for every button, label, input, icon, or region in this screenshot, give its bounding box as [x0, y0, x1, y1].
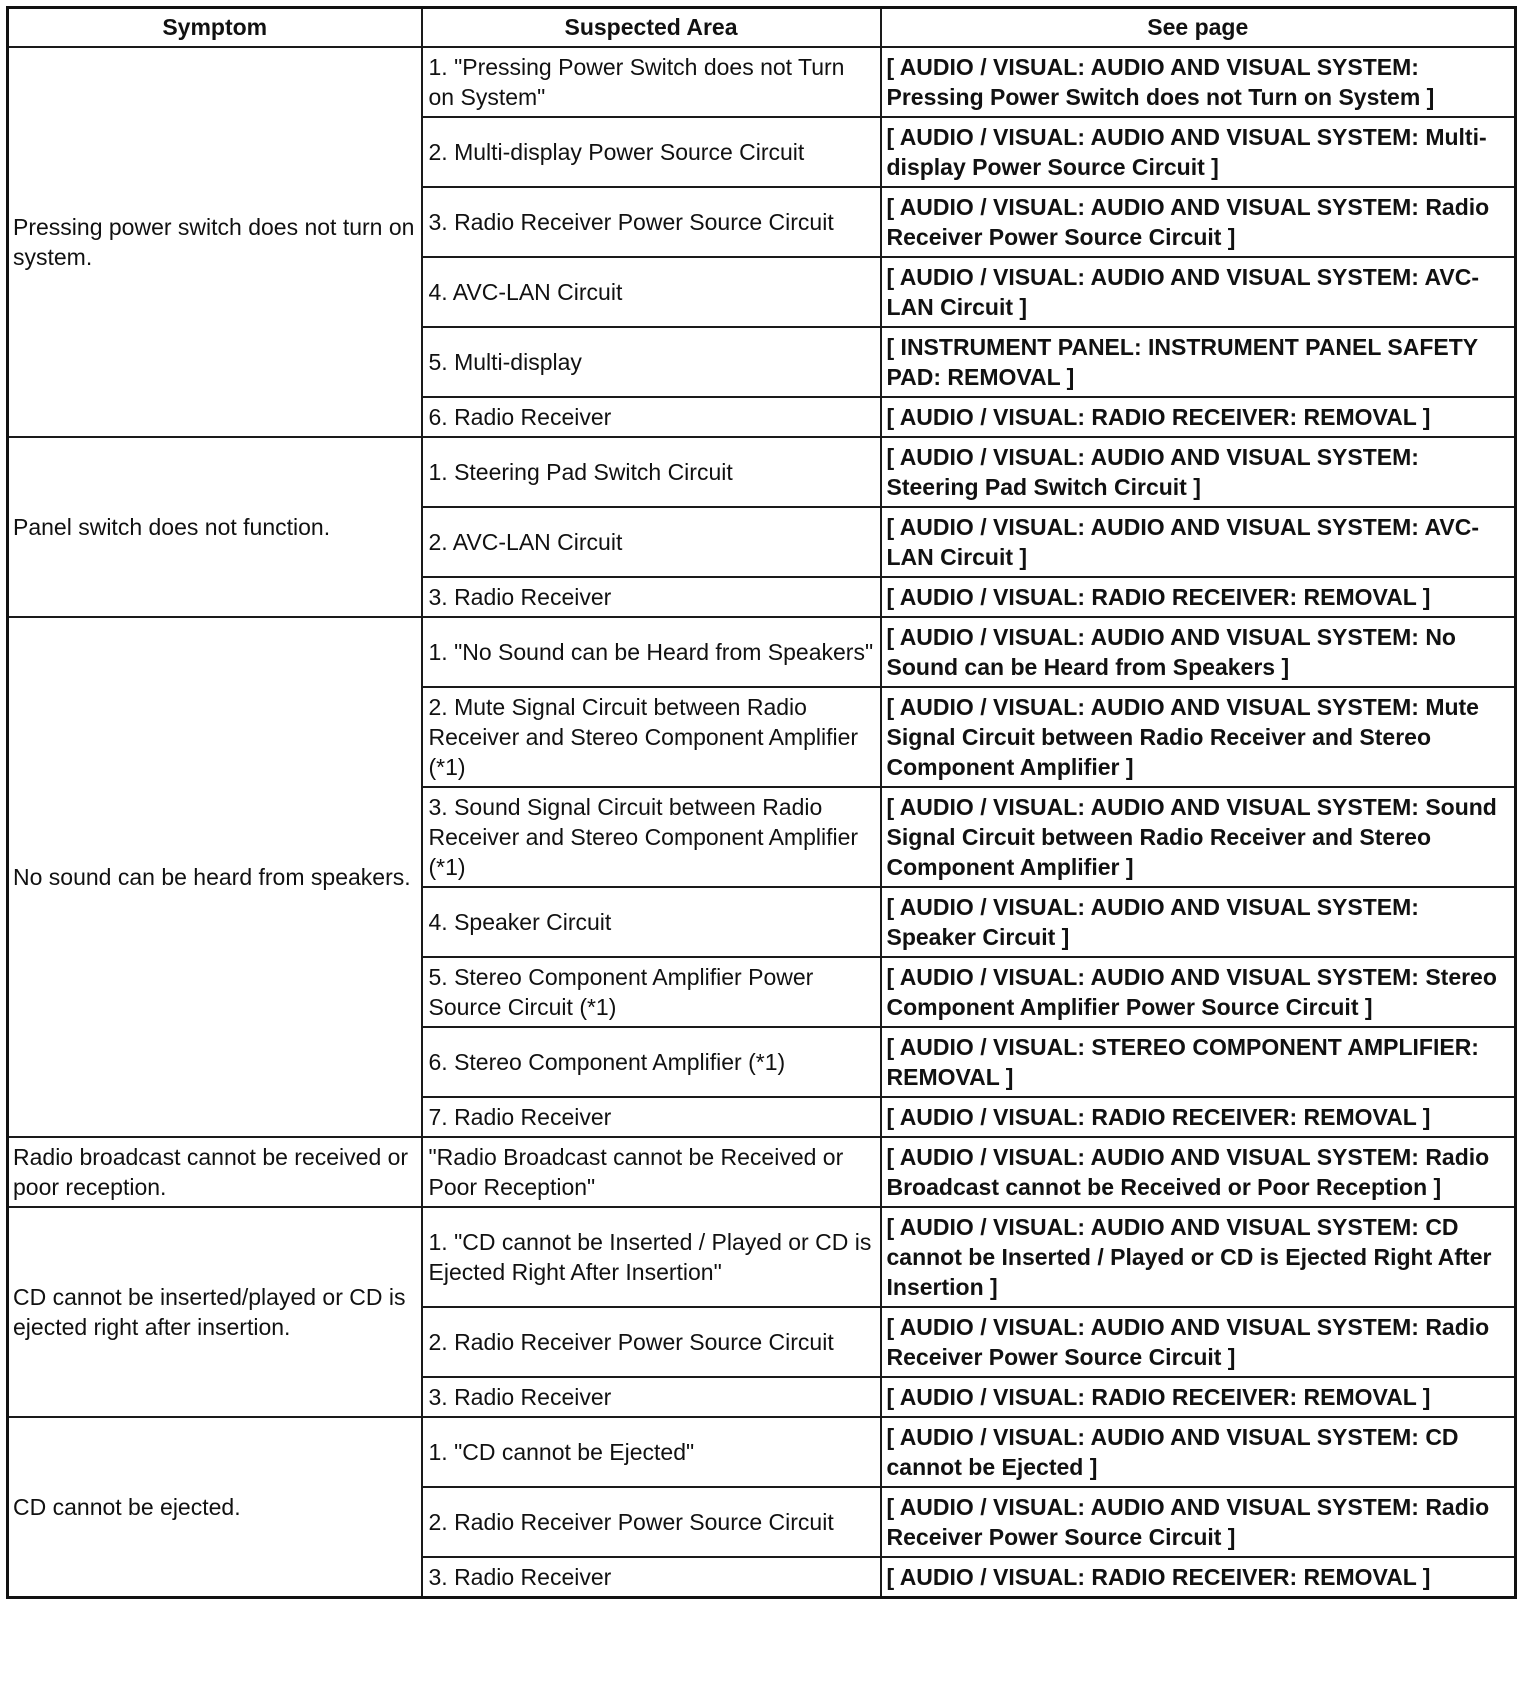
see-page-reference-link[interactable]: [ AUDIO / VISUAL: RADIO RECEIVER: REMOVAL ] [881, 397, 1516, 437]
suspected-area-cell: 2. Multi-display Power Source Circuit [422, 117, 881, 187]
table-row [8, 1417, 1516, 1487]
suspected-area-cell: 1. "No Sound can be Heard from Speakers" [422, 617, 881, 687]
suspected-area-cell: 1. "CD cannot be Inserted / Played or CD is Ejected Right After Insertion" [422, 1207, 881, 1307]
see-page-reference-link[interactable]: [ AUDIO / VISUAL: RADIO RECEIVER: REMOVAL ] [881, 1377, 1516, 1417]
header-see-page: See page [881, 8, 1516, 48]
header-suspected-area: Suspected Area [422, 8, 881, 48]
see-page-reference-link[interactable]: [ AUDIO / VISUAL: RADIO RECEIVER: REMOVAL ] [881, 1097, 1516, 1137]
see-page-reference-link[interactable]: [ AUDIO / VISUAL: AUDIO AND VISUAL SYSTEM: Pressing Power Switch does not Turn on System ] [881, 47, 1516, 117]
header-symptom: Symptom [8, 8, 422, 48]
suspected-area-cell: 4. Speaker Circuit [422, 887, 881, 957]
table-row [8, 1137, 1516, 1207]
suspected-area-cell: 3. Radio Receiver [422, 577, 881, 617]
see-page-reference-link[interactable]: [ AUDIO / VISUAL: AUDIO AND VISUAL SYSTEM: Multi-display Power Source Circuit ] [881, 117, 1516, 187]
table-row [8, 437, 1516, 507]
see-page-reference-link[interactable]: [ AUDIO / VISUAL: AUDIO AND VISUAL SYSTEM: Mute Signal Circuit between Radio Receiver and Stereo Component Amplifier ] [881, 687, 1516, 787]
suspected-area-cell: 2. AVC-LAN Circuit [422, 507, 881, 577]
symptom-cell: CD cannot be inserted/played or CD is ejected right after insertion. [8, 1207, 422, 1417]
suspected-area-cell: 1. "Pressing Power Switch does not Turn on System" [422, 47, 881, 117]
suspected-area-cell: 1. "CD cannot be Ejected" [422, 1417, 881, 1487]
see-page-reference-link[interactable]: [ AUDIO / VISUAL: AUDIO AND VISUAL SYSTEM: Stereo Component Amplifier Power Source Circuit ] [881, 957, 1516, 1027]
symptom-cell: Pressing power switch does not turn on system. [8, 47, 422, 437]
symptom-cell: CD cannot be ejected. [8, 1417, 422, 1598]
see-page-reference-link[interactable]: [ AUDIO / VISUAL: STEREO COMPONENT AMPLIFIER: REMOVAL ] [881, 1027, 1516, 1097]
symptom-cell: Radio broadcast cannot be received or poor reception. [8, 1137, 422, 1207]
table-row [8, 47, 1516, 117]
suspected-area-cell: 3. Radio Receiver Power Source Circuit [422, 187, 881, 257]
suspected-area-cell: 2. Mute Signal Circuit between Radio Receiver and Stereo Component Amplifier (*1) [422, 687, 881, 787]
suspected-area-cell: 3. Radio Receiver [422, 1377, 881, 1417]
see-page-reference-link[interactable]: [ AUDIO / VISUAL: AUDIO AND VISUAL SYSTEM: No Sound can be Heard from Speakers ] [881, 617, 1516, 687]
see-page-reference-link[interactable]: [ INSTRUMENT PANEL: INSTRUMENT PANEL SAFETY PAD: REMOVAL ] [881, 327, 1516, 397]
see-page-reference-link[interactable]: [ AUDIO / VISUAL: AUDIO AND VISUAL SYSTEM: Radio Receiver Power Source Circuit ] [881, 1487, 1516, 1557]
see-page-reference-link[interactable]: [ AUDIO / VISUAL: AUDIO AND VISUAL SYSTEM: CD cannot be Inserted / Played or CD is Ejected Right After Insertion ] [881, 1207, 1516, 1307]
see-page-reference-link[interactable]: [ AUDIO / VISUAL: AUDIO AND VISUAL SYSTEM: Speaker Circuit ] [881, 887, 1516, 957]
suspected-area-cell: "Radio Broadcast cannot be Received or Poor Reception" [422, 1137, 881, 1207]
document-page [6, 6, 1514, 1599]
problem-symptoms-table [6, 6, 1517, 1599]
see-page-reference-link[interactable]: [ AUDIO / VISUAL: AUDIO AND VISUAL SYSTEM: CD cannot be Ejected ] [881, 1417, 1516, 1487]
see-page-reference-link[interactable]: [ AUDIO / VISUAL: AUDIO AND VISUAL SYSTEM: Sound Signal Circuit between Radio Receiver and Stereo Component Amplifier ] [881, 787, 1516, 887]
suspected-area-cell: 6. Radio Receiver [422, 397, 881, 437]
see-page-reference-link[interactable]: [ AUDIO / VISUAL: RADIO RECEIVER: REMOVAL ] [881, 1557, 1516, 1598]
see-page-reference-link[interactable]: [ AUDIO / VISUAL: RADIO RECEIVER: REMOVAL ] [881, 577, 1516, 617]
see-page-reference-link[interactable]: [ AUDIO / VISUAL: AUDIO AND VISUAL SYSTEM: Radio Receiver Power Source Circuit ] [881, 187, 1516, 257]
see-page-reference-link[interactable]: [ AUDIO / VISUAL: AUDIO AND VISUAL SYSTEM: Steering Pad Switch Circuit ] [881, 437, 1516, 507]
suspected-area-cell: 4. AVC-LAN Circuit [422, 257, 881, 327]
symptom-cell: Panel switch does not function. [8, 437, 422, 617]
table-row [8, 1207, 1516, 1307]
suspected-area-cell: 6. Stereo Component Amplifier (*1) [422, 1027, 881, 1097]
see-page-reference-link[interactable]: [ AUDIO / VISUAL: AUDIO AND VISUAL SYSTEM: Radio Receiver Power Source Circuit ] [881, 1307, 1516, 1377]
suspected-area-cell: 1. Steering Pad Switch Circuit [422, 437, 881, 507]
symptom-cell: No sound can be heard from speakers. [8, 617, 422, 1137]
see-page-reference-link[interactable]: [ AUDIO / VISUAL: AUDIO AND VISUAL SYSTEM: Radio Broadcast cannot be Received or Poor Reception ] [881, 1137, 1516, 1207]
suspected-area-cell: 2. Radio Receiver Power Source Circuit [422, 1487, 881, 1557]
suspected-area-cell: 3. Sound Signal Circuit between Radio Receiver and Stereo Component Amplifier (*1) [422, 787, 881, 887]
suspected-area-cell: 5. Stereo Component Amplifier Power Source Circuit (*1) [422, 957, 881, 1027]
suspected-area-cell: 5. Multi-display [422, 327, 881, 397]
see-page-reference-link[interactable]: [ AUDIO / VISUAL: AUDIO AND VISUAL SYSTEM: AVC-LAN Circuit ] [881, 507, 1516, 577]
suspected-area-cell: 2. Radio Receiver Power Source Circuit [422, 1307, 881, 1377]
table-body [8, 47, 1516, 1598]
table-row [8, 617, 1516, 687]
see-page-reference-link[interactable]: [ AUDIO / VISUAL: AUDIO AND VISUAL SYSTEM: AVC-LAN Circuit ] [881, 257, 1516, 327]
table-header-row [8, 8, 1516, 48]
suspected-area-cell: 3. Radio Receiver [422, 1557, 881, 1598]
suspected-area-cell: 7. Radio Receiver [422, 1097, 881, 1137]
